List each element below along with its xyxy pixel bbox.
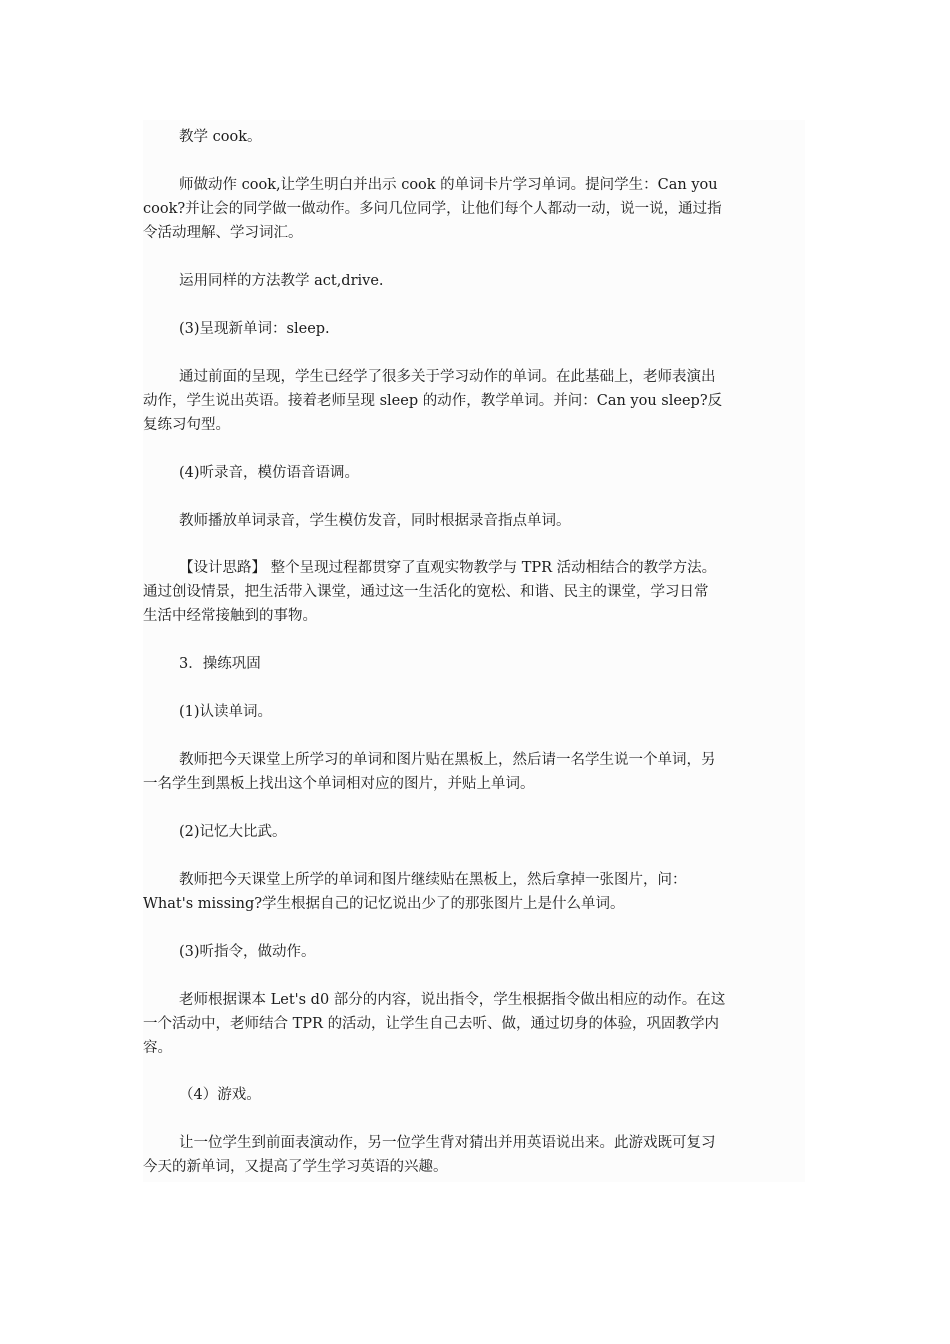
text-line: 教师把今天课堂上所学的单词和图片继续贴在黑板上，然后拿掉一张图片，问：	[179, 872, 687, 888]
text-line: 一名学生到黑板上找出这个单词相对应的图片，并贴上单词。	[143, 776, 535, 792]
text-line: 今天的新单词，又提高了学生学习英语的兴趣。	[143, 1159, 448, 1175]
paragraph	[143, 269, 805, 293]
paragraph	[143, 509, 805, 533]
text-line: 教师播放单词录音，学生模仿发音，同时根据录音指点单词。	[179, 513, 571, 529]
text-line: What's missing?学生根据自己的记忆说出少了的那张图片上是什么单词。	[143, 896, 625, 912]
paragraph	[143, 365, 805, 437]
paragraph	[143, 868, 805, 916]
paragraph	[143, 820, 805, 844]
paragraph	[143, 988, 805, 1060]
text-line: (2)记忆大比武。	[179, 824, 287, 840]
text-line: 通过创设情景，把生活带入课堂，通过这一生活化的宽松、和谐、民主的课堂，学习日常	[143, 584, 709, 600]
paragraph	[143, 700, 805, 724]
paragraph	[143, 1131, 805, 1179]
paragraph	[143, 317, 805, 341]
paragraph	[143, 461, 805, 485]
paragraph	[143, 940, 805, 964]
text-line: (3)听指令，做动作。	[179, 944, 316, 960]
paragraph	[143, 556, 805, 628]
text-line: (4)听录音，模仿语音语调。	[179, 465, 360, 481]
text-line: 教师把今天课堂上所学习的单词和图片贴在黑板上，然后请一名学生说一个单词，另	[179, 752, 716, 768]
text-line: （4）游戏。	[179, 1087, 261, 1103]
text-line: 老师根据课本 Let's d0 部分的内容，说出指令，学生根据指令做出相应的动作。在这	[179, 992, 726, 1008]
text-line: 生活中经常接触到的事物。	[143, 608, 317, 624]
paragraph	[143, 652, 805, 676]
text-line: 3．操练巩固	[179, 656, 261, 672]
text-line: 运用同样的方法教学 act,drive.	[179, 273, 384, 289]
text-line: 容。	[143, 1040, 172, 1056]
text-line: (3)呈现新单词：sleep.	[179, 321, 330, 337]
text-line: 复练习句型。	[143, 417, 230, 433]
paragraph	[143, 173, 805, 245]
paragraph	[143, 748, 805, 796]
text-line: (1)认读单词。	[179, 704, 273, 720]
text-line: 让一位学生到前面表演动作，另一位学生背对猜出并用英语说出来。此游戏既可复习	[179, 1135, 716, 1151]
paragraph	[143, 1083, 805, 1107]
paragraph	[143, 125, 805, 149]
text-line: 【设计思路】 整个呈现过程都贯穿了直观实物教学与 TPR 活动相结合的教学方法。	[179, 560, 717, 576]
text-line: 动作，学生说出英语。接着老师呈现 sleep 的动作，教学单词。并问：Can you sleep?反	[143, 393, 723, 409]
text-line: 教学 cook。	[179, 129, 262, 145]
text-line: 通过前面的呈现，学生已经学了很多关于学习动作的单词。在此基础上，老师表演出	[179, 369, 716, 385]
text-line: 师做动作 cook,让学生明白并出示 cook 的单词卡片学习单词。提问学生：Can you	[179, 177, 718, 193]
text-line: 一个活动中，老师结合 TPR 的活动，让学生自己去听、做，通过切身的体验，巩固教学内	[143, 1016, 720, 1032]
text-line: 令活动理解、学习词汇。	[143, 225, 303, 241]
text-line: cook?并让会的同学做一做动作。多问几位同学，让他们每个人都动一动，说一说，通过指	[143, 201, 722, 217]
